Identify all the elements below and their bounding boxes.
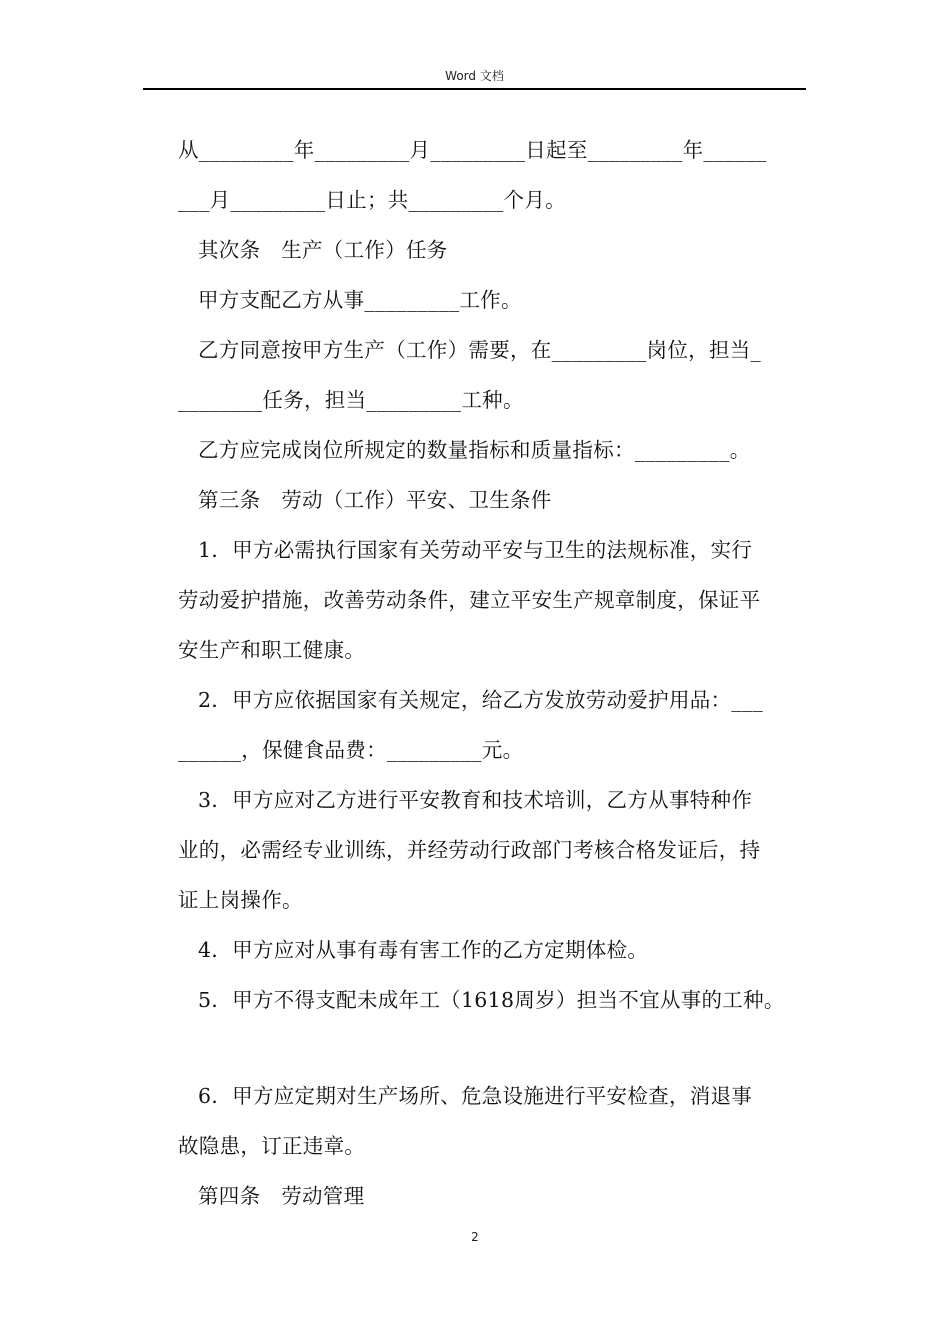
paragraph-line: 5．甲方不得支配未成年工（1618周岁）担当不宜从事的工种。: [198, 988, 785, 1012]
paragraph-line: ___月_________日止；共_________个月。: [178, 188, 566, 212]
paragraph-line: 从_________年_________月_________日起至_________年______: [178, 138, 767, 162]
header-title: Word 文档: [445, 69, 504, 83]
section-heading: 第四条 劳动管理: [198, 1184, 365, 1208]
paragraph-line: 证上岗操作。: [178, 888, 303, 912]
paragraph-line: 2．甲方应依据国家有关规定，给乙方发放劳动爱护用品：___: [198, 688, 763, 712]
paragraph-line: 安生产和职工健康。: [178, 638, 366, 662]
paragraph-line: 故隐患，订正违章。: [178, 1134, 366, 1158]
page-header: [143, 66, 806, 90]
paragraph-line: ________任务，担当_________工种。: [178, 388, 524, 412]
paragraph-line: 4．甲方应对从事有毒有害工作的乙方定期体检。: [198, 938, 649, 962]
paragraph-line: 1．甲方必需执行国家有关劳动平安与卫生的法规标准，实行: [198, 538, 753, 562]
paragraph-line: ______，保健食品费：_________元。: [178, 738, 524, 762]
paragraph-line: 甲方支配乙方从事_________工作。: [198, 288, 522, 312]
page-number: 2: [471, 1230, 479, 1244]
paragraph-line: 乙方应完成岗位所规定的数量指标和质量指标：_________。: [198, 438, 751, 462]
paragraph-line: 业的，必需经专业训练，并经劳动行政部门考核合格发证后，持: [178, 838, 761, 862]
paragraph-line: 乙方同意按甲方生产（工作）需要，在_________岗位，担当_: [198, 338, 762, 362]
section-heading: 第三条 劳动（工作）平安、卫生条件: [198, 488, 552, 512]
paragraph-line: 6．甲方应定期对生产场所、危急设施进行平安检查，消退事: [198, 1084, 753, 1108]
paragraph-line: 劳动爱护措施，改善劳动条件，建立平安生产规章制度，保证平: [178, 588, 761, 612]
section-heading: 其次条 生产（工作）任务: [198, 238, 448, 262]
paragraph-line: 3．甲方应对乙方进行平安教育和技术培训，乙方从事特种作: [198, 788, 753, 812]
